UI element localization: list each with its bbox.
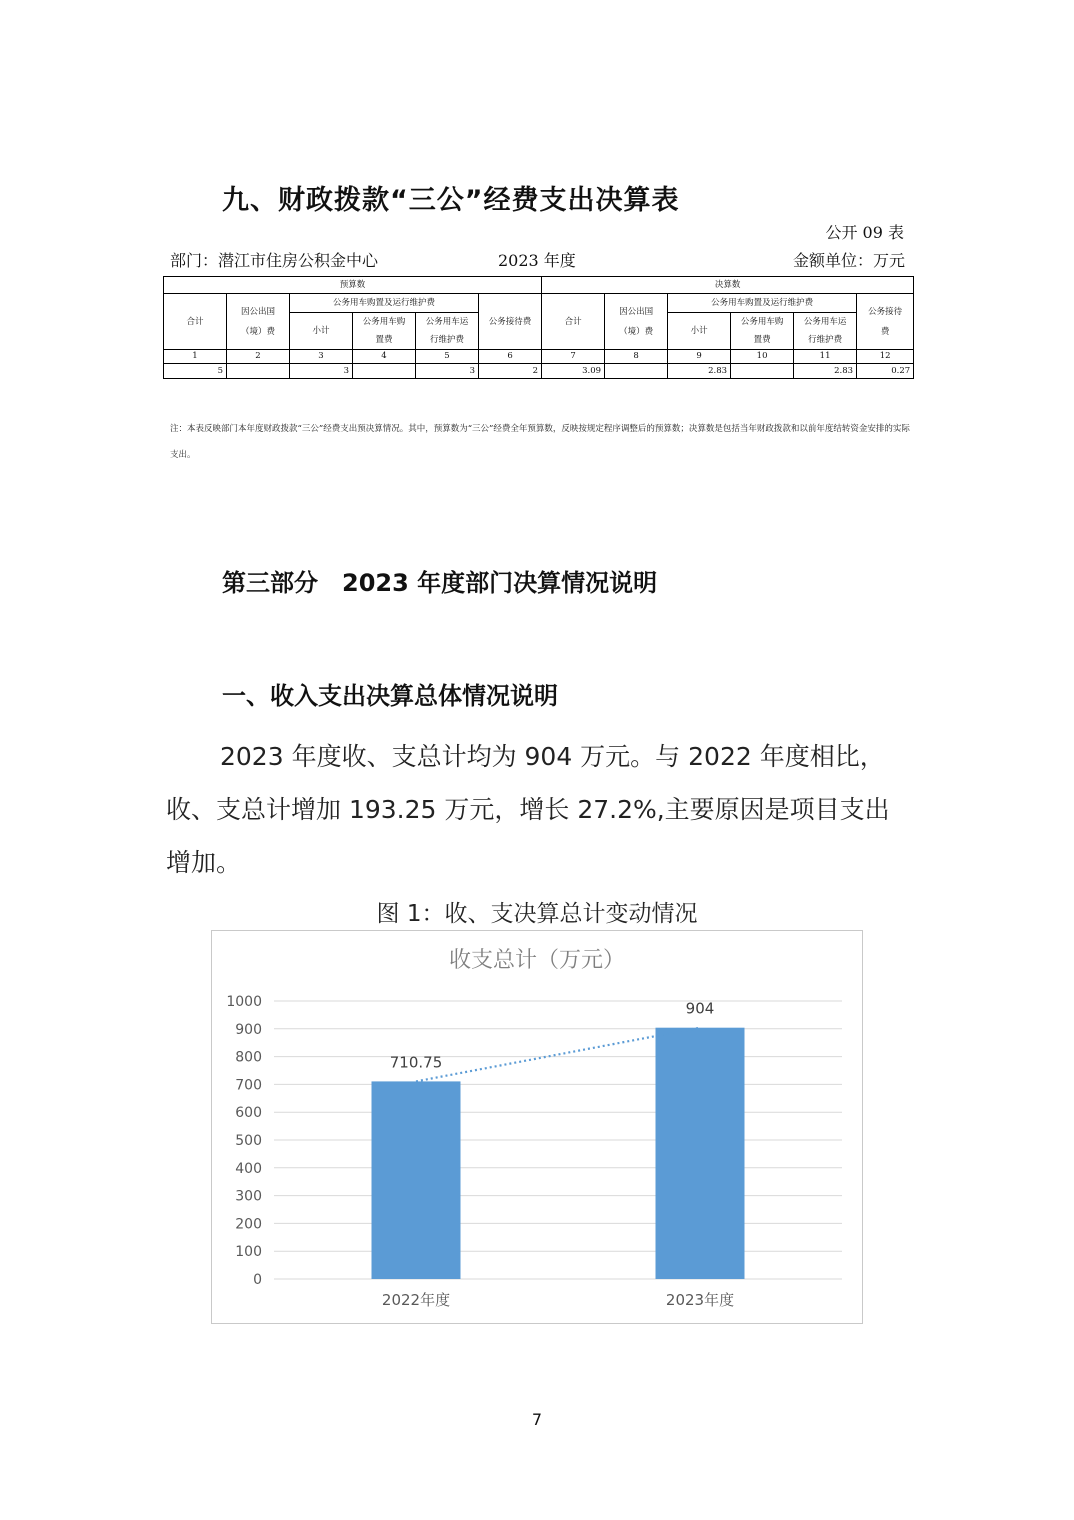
- final-header: 决算数: [542, 277, 914, 294]
- table-row: [164, 364, 914, 379]
- y-tick-label: 700: [235, 1077, 262, 1094]
- department-label: 部门：潜江市住房公积金中心: [170, 251, 379, 270]
- three-public-expenses-table: [163, 276, 914, 379]
- budget-header: 预算数: [164, 277, 542, 294]
- col-total-final: 合计: [542, 294, 605, 350]
- y-tick-label: 1000: [226, 994, 262, 1010]
- col-vehicle-group: 公务用车购置及运行维护费: [290, 294, 479, 313]
- table-note: 注：本表反映部门本年度财政拨款“三公”经费支出预决算情况。其中，预算数为“三公”经费全年预算数，反映按规定程序调整后的预算数；决算数是包括当年财政拨款和以前年度结转资金安排的实际支出。: [170, 424, 910, 460]
- col-subtotal: 小计: [290, 313, 353, 350]
- col-total: 合计: [164, 294, 227, 350]
- table-cell: 2: [479, 364, 542, 379]
- summary-text: 2023 年度收、支总计均为 904 万元。与 2022 年度相比，收、支总计增加 193.25 万元，增长 27.2%,主要原因是项目支出增加。: [166, 742, 890, 877]
- y-tick-label: 300: [235, 1188, 262, 1205]
- part-three-heading: 第三部分 2023 年度部门决算情况说明: [222, 569, 658, 597]
- y-tick-label: 100: [235, 1244, 262, 1261]
- summary-paragraph: [166, 730, 914, 889]
- table-cell: 3: [290, 364, 353, 379]
- table-cell: [731, 364, 794, 379]
- figure-caption: 图 1：收、支决算总计变动情况: [376, 901, 698, 927]
- col-vehicle-group-final: 公务用车购置及运行维护费: [668, 294, 857, 313]
- table-cell: 3: [416, 364, 479, 379]
- col-number: 8: [605, 350, 668, 364]
- col-operation: 公务用车运 行维护费: [416, 313, 479, 350]
- y-tick-label: 400: [235, 1160, 262, 1177]
- table-cell: 5: [164, 364, 227, 379]
- year-label: 2023 年度: [498, 251, 576, 270]
- col-number: 9: [668, 350, 731, 364]
- table-cell: [605, 364, 668, 379]
- table-cell: 3.09: [542, 364, 605, 379]
- chart-title: 收支总计（万元）: [448, 948, 626, 973]
- section-one-heading: 一、收入支出决算总体情况说明: [222, 682, 558, 710]
- chart-svg: [212, 931, 862, 1323]
- table-code: 公开 09 表: [825, 223, 904, 242]
- table-cell: 2.83: [794, 364, 857, 379]
- col-number: 2: [227, 350, 290, 364]
- data-label: 904: [685, 999, 715, 1018]
- col-number: 1: [164, 350, 227, 364]
- column-number-row: [164, 350, 914, 364]
- x-tick-label: 2022年度: [381, 1291, 451, 1309]
- table-cell: [353, 364, 416, 379]
- bar: [656, 1028, 745, 1279]
- col-subtotal-final: 小计: [668, 313, 731, 350]
- y-tick-label: 800: [235, 1049, 262, 1066]
- page-number: 7: [531, 1410, 543, 1429]
- col-abroad: 因公出国 （境）费: [227, 294, 290, 350]
- col-number: 12: [857, 350, 914, 364]
- table-cell: 2.83: [668, 364, 731, 379]
- table-cell: 0.27: [857, 364, 914, 379]
- col-number: 7: [542, 350, 605, 364]
- y-tick-label: 200: [235, 1216, 262, 1233]
- col-number: 11: [794, 350, 857, 364]
- col-abroad-final: 因公出国 （境）费: [605, 294, 668, 350]
- data-label: 710.75: [389, 1053, 443, 1072]
- heading-table-nine: 九、财政拨款“三公”经费支出决算表: [222, 185, 680, 216]
- col-number: 6: [479, 350, 542, 364]
- col-purchase-final: 公务用车购 置费: [731, 313, 794, 350]
- col-purchase: 公务用车购 置费: [353, 313, 416, 350]
- col-reception: 公务接待费: [479, 294, 542, 350]
- income-expense-chart: [211, 930, 863, 1324]
- col-operation-final: 公务用车运 行维护费: [794, 313, 857, 350]
- col-number: 10: [731, 350, 794, 364]
- y-tick-label: 0: [253, 1272, 262, 1288]
- y-tick-label: 600: [235, 1105, 262, 1122]
- col-reception-final: 公务接待 费: [857, 294, 914, 350]
- unit-label: 金额单位：万元: [792, 251, 905, 270]
- x-tick-label: 2023年度: [665, 1291, 735, 1309]
- y-tick-label: 900: [235, 1021, 262, 1038]
- col-number: 3: [290, 350, 353, 364]
- table-meta-row: [170, 248, 905, 270]
- table-cell: [227, 364, 290, 379]
- bar: [372, 1081, 461, 1279]
- col-number: 5: [416, 350, 479, 364]
- col-number: 4: [353, 350, 416, 364]
- y-tick-label: 500: [235, 1133, 262, 1149]
